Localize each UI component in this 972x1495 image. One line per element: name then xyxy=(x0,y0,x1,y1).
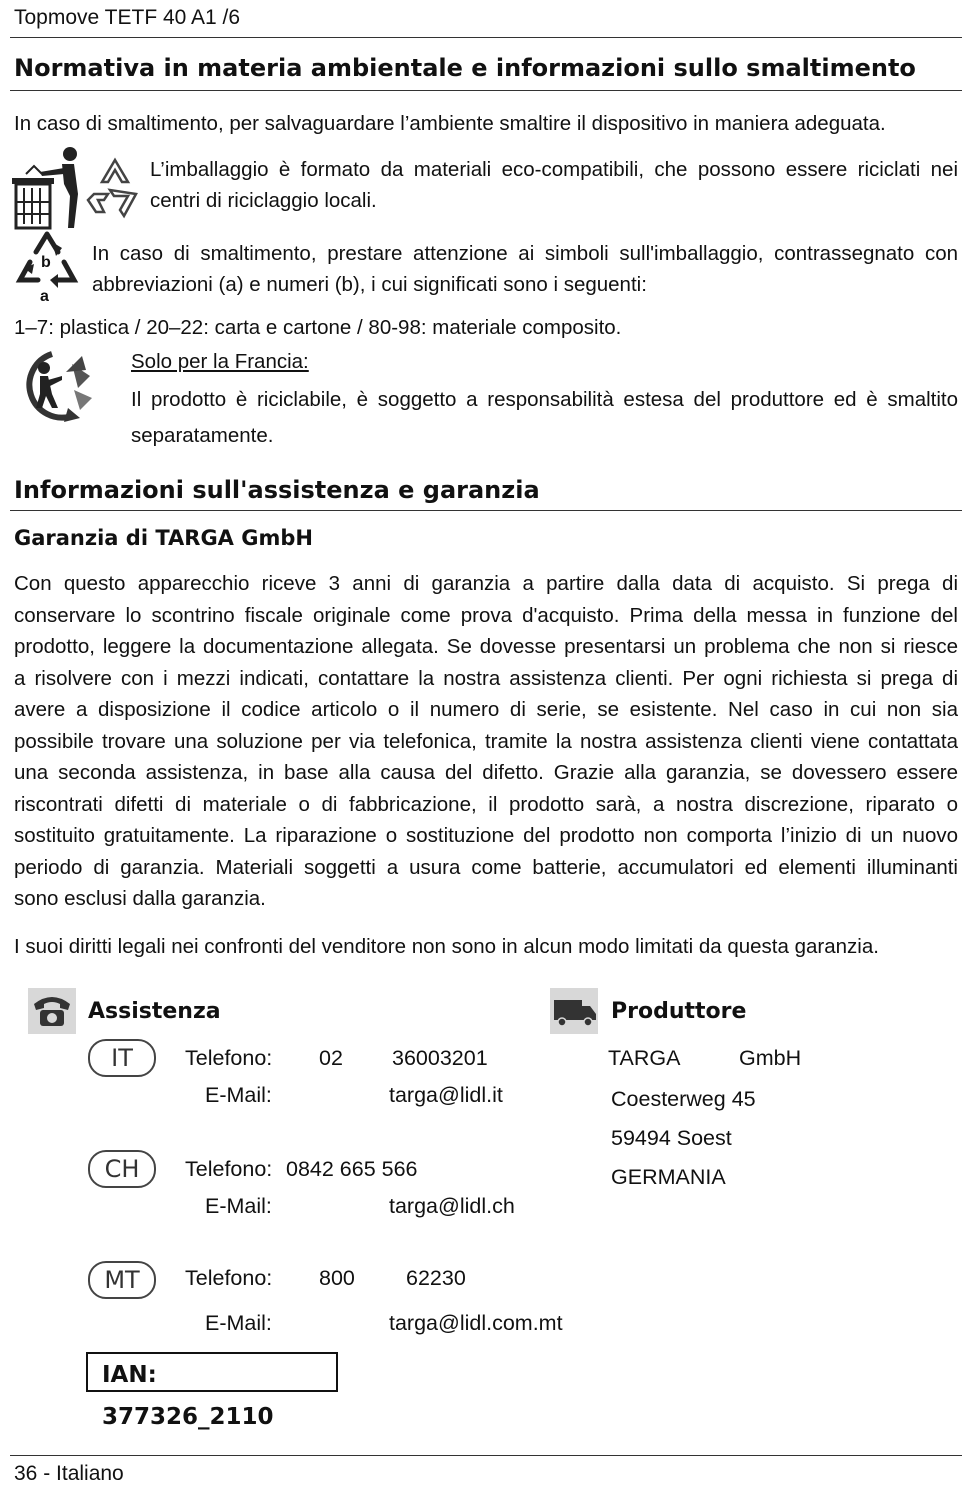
symbols-line-2: abbreviazioni (a) e numeri (b), i cui significati sono i seguenti: xyxy=(92,273,647,296)
france-text xyxy=(131,382,958,454)
manufacturer-title: Produttore xyxy=(611,999,747,1024)
environment-intro: In caso di smaltimento, per salvaguardare l’ambiente smaltire il dispositivo in maniera adeguata. xyxy=(14,112,886,135)
country-badge-mt: MT xyxy=(88,1261,156,1299)
ch-phone-label: Telefono: xyxy=(185,1157,273,1181)
mt-phone-number: 62230 xyxy=(406,1266,466,1290)
section-rule xyxy=(10,90,962,91)
mt-email[interactable]: targa@lidl.com.mt xyxy=(389,1311,563,1335)
symbol-letter-a: a xyxy=(40,288,49,305)
it-phone-prefix: 02 xyxy=(319,1046,343,1070)
recycling-code-symbol xyxy=(12,230,82,310)
symbols-line-1: In caso di smaltimento, prestare attenzione ai simboli sull'imballaggio, contrassegnato con xyxy=(92,242,958,265)
it-email-label: E-Mail: xyxy=(205,1083,272,1107)
warranty-line: avere a disposizione il codice articolo o il numero di serie, se esistente. Nel caso in cui non sia xyxy=(14,698,958,721)
running-header: Topmove TETF 40 A1 /6 xyxy=(14,6,241,29)
truck-icon xyxy=(550,988,598,1034)
triman-icon xyxy=(12,346,98,426)
manufacturer-name-1: TARGA xyxy=(608,1046,681,1070)
warranty-line: una seconda assistenza, in base alla causa del difetto. Grazie alla garanzia, se dovessero essere xyxy=(14,761,958,784)
warranty-line: a risolvere con i mezzi indicati, contattare la nostra assistenza clienti. Per ogni richiesta si prega di xyxy=(14,666,958,690)
mt-phone-prefix: 800 xyxy=(319,1266,355,1290)
recycling-codes: 1–7: plastica / 20–22: carta e cartone / 80-98: materiale composito. xyxy=(14,316,622,339)
packaging-line-1: L’imballaggio è formato da materiali eco-compatibili, che possono essere riciclati nei xyxy=(150,158,958,181)
warranty-line: periodo di garanzia. Materiali soggetti a usura come batterie, accumulatori ed elementi illuminanti xyxy=(14,855,958,879)
warranty-line: prodotto, leggere la documentazione allegata. Se dovesse presentarsi un problema che non si riesce xyxy=(14,635,958,658)
france-line-2: separatamente. xyxy=(131,424,274,447)
symbols-text xyxy=(92,238,958,300)
triman-symbol xyxy=(12,346,98,426)
manufacturer-street: Coesterweg 45 xyxy=(611,1087,756,1111)
country-badge-it: IT xyxy=(88,1039,156,1077)
warranty-line: riscontrati difetti di materiale o di fabbricazione, il prodotto sarà, a nostra discrezione, riparato o xyxy=(14,792,958,816)
it-phone-label: Telefono: xyxy=(185,1046,273,1070)
warranty-line: sostituito gratuitamente. La riparazione o sostituzione del prodotto non comporta l’inizio di un nuovo xyxy=(14,824,958,847)
manufacturer-city: 59494 Soest xyxy=(611,1126,732,1150)
mt-email-label: E-Mail: xyxy=(205,1311,272,1335)
france-label: Solo per la Francia: xyxy=(131,350,309,373)
section-title-warranty: Informazioni sull'assistenza e garanzia xyxy=(14,476,540,504)
country-badge-ch: CH xyxy=(88,1150,156,1188)
warranty-paragraph xyxy=(14,568,958,915)
ian-box: IAN: 377326_2110 xyxy=(86,1352,338,1392)
warranty-last-line: sono esclusi dalla garanzia. xyxy=(14,887,266,910)
header-rule xyxy=(10,37,962,38)
service-title: Assistenza xyxy=(88,999,221,1024)
it-phone-number: 36003201 xyxy=(392,1046,488,1070)
warranty-line: possibile trovare una soluzione per via telefonica, tramite la nostra assistenza clienti viene contattata xyxy=(14,729,958,753)
france-line-1: Il prodotto è riciclabile, è soggetto a responsabilità estesa del produttore ed è smaltito xyxy=(131,388,958,411)
legal-rights: I suoi diritti legali nei confronti del venditore non sono in alcun modo limitati da questa garanzia. xyxy=(14,935,879,958)
it-email[interactable]: targa@lidl.it xyxy=(389,1083,503,1107)
manufacturer-country: GERMANIA xyxy=(611,1165,726,1189)
mt-phone-label: Telefono: xyxy=(185,1266,273,1290)
symbol-letter-b: b xyxy=(41,254,51,271)
ch-email-label: E-Mail: xyxy=(205,1194,272,1218)
section-title-environment: Normativa in materia ambientale e informazioni sullo smaltimento xyxy=(14,54,916,82)
footer-rule xyxy=(10,1455,962,1456)
packaging-line-2: centri di riciclaggio locali. xyxy=(150,189,377,212)
disposal-icons xyxy=(12,144,152,230)
page-footer: 36 - Italiano xyxy=(14,1462,124,1485)
warranty-line: Con questo apparecchio riceve 3 anni di garanzia a partire dalla data di acquisto. Si prega di xyxy=(14,572,958,595)
recycle-icon xyxy=(82,154,148,220)
packaging-text xyxy=(150,154,958,216)
section-rule-2 xyxy=(10,510,962,511)
manufacturer-name-2: GmbH xyxy=(739,1046,802,1070)
ch-email[interactable]: targa@lidl.ch xyxy=(389,1194,515,1218)
warranty-subtitle: Garanzia di TARGA GmbH xyxy=(14,526,313,550)
phone-icon xyxy=(28,988,76,1034)
ch-phone-number: 0842 665 566 xyxy=(286,1157,418,1181)
warranty-line: conservare lo scontrino fiscale originale come prova d'acquisto. Prima della messa in funzione del xyxy=(14,603,958,627)
